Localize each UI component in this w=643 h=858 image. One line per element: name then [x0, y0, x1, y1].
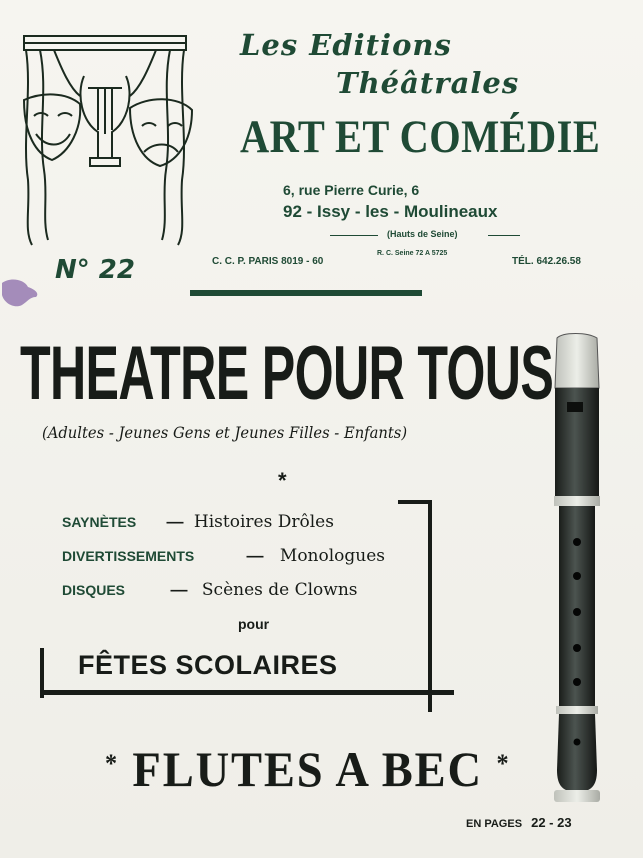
list-item: [62, 512, 334, 532]
item-dash: —: [170, 580, 188, 599]
publisher-line-2: Théâtrales: [336, 66, 520, 100]
item-category: DIVERTISSEMENTS: [62, 548, 195, 564]
bracket-bottom: [40, 690, 454, 695]
separator-star: *: [278, 468, 287, 493]
bracket-top: [398, 500, 430, 504]
address-city: 92 - Issy - les - Moulineaux: [283, 202, 498, 221]
main-title: THEATRE POUR TOUS: [20, 331, 554, 416]
item-text: Scènes de Clowns: [201, 580, 358, 600]
flutes-label: FLUTES A BEC: [132, 741, 483, 797]
item-dash: —: [166, 512, 184, 531]
publisher-line-1: Les Editions: [240, 28, 452, 62]
flutes-star-left: *: [105, 749, 119, 778]
item-category: SAYNÈTES: [62, 514, 137, 530]
item-dash: —: [246, 546, 264, 565]
list-item: [62, 546, 385, 566]
recorder-flute-icon: [545, 330, 611, 808]
fetes-scolaires: FÊTES SCOLAIRES: [78, 650, 338, 680]
pour-label: pour: [238, 616, 270, 632]
address-street: 6, rue Pierre Curie, 6: [283, 182, 420, 198]
bracket-right: [428, 500, 432, 712]
header-divider: [190, 290, 422, 296]
page-reference: [466, 815, 572, 830]
theatre-masks-icon: [18, 30, 204, 250]
audience-subtitle: (Adultes - Jeunes Gens et Jeunes Filles - Enfants): [42, 423, 408, 442]
registry-number: R. C. Seine 72 A 5725: [377, 250, 448, 257]
postal-account: C. C. P. PARIS 8019 - 60: [212, 256, 324, 267]
flutes-star-right: *: [496, 749, 511, 778]
issue-number: N° 22: [55, 255, 135, 285]
item-text: Monologues: [279, 546, 386, 566]
item-category: DISQUES: [62, 582, 126, 598]
address-rule-right: [488, 235, 520, 236]
pages-numbers: 22 - 23: [531, 815, 572, 830]
ink-stain: [0, 275, 38, 309]
brand-name: ART ET COMÉDIE: [240, 111, 601, 163]
telephone: TÉL. 642.26.58: [512, 256, 581, 267]
address-rule-left: [330, 235, 378, 236]
pages-label: EN PAGES: [466, 818, 523, 830]
list-item: [62, 580, 358, 600]
flutes-banner: [105, 740, 510, 798]
item-text: Histoires Drôles: [193, 512, 334, 532]
address-region: (Hauts de Seine): [387, 229, 458, 239]
